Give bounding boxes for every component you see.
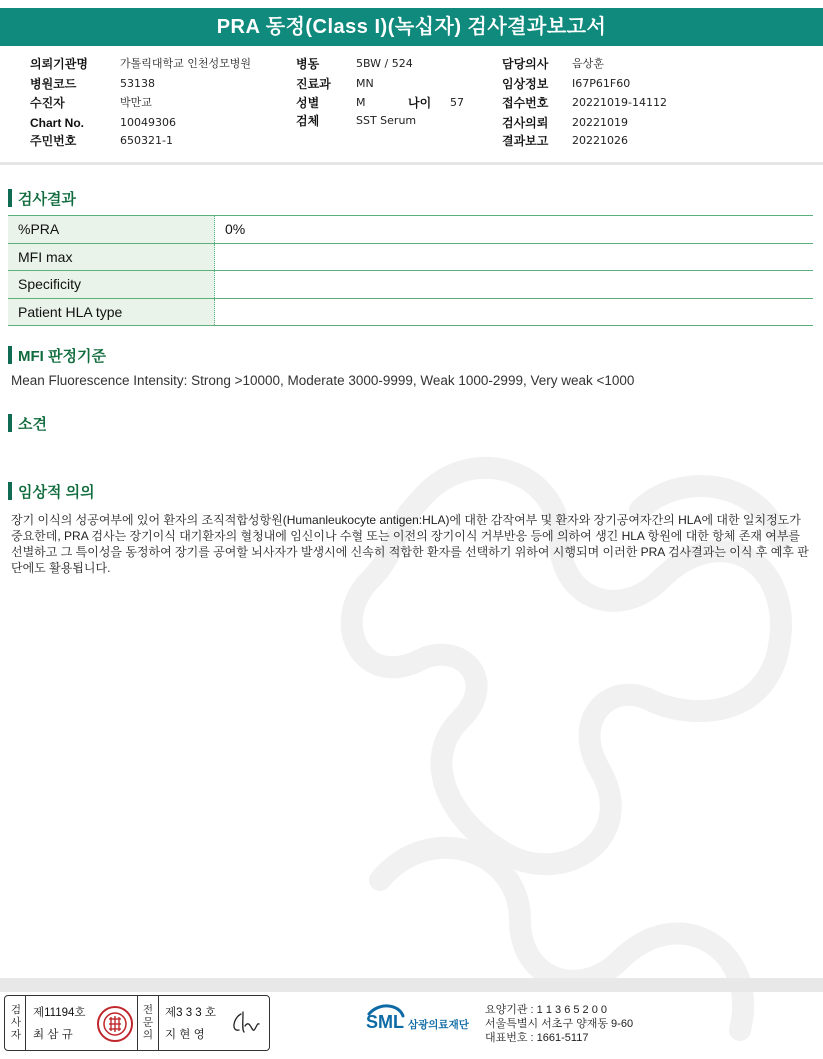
result-value — [215, 271, 814, 299]
receipt-number-label: 접수번호 — [502, 96, 549, 110]
patient-info-panel — [30, 55, 800, 155]
signature-box — [4, 995, 270, 1051]
results-table — [8, 215, 813, 326]
result-label: MFI max — [8, 243, 215, 271]
mfi-criteria-text: Mean Fluorescence Intensity: Strong >10000, Moderate 3000-9999, Weak 1000-2999, Very weak <1000 — [11, 373, 635, 388]
age-value: 57 — [450, 96, 464, 109]
results-section-title: 검사결과 — [18, 190, 76, 208]
clinical-info-value: I67P61F60 — [572, 77, 631, 90]
findings-section-title: 소견 — [18, 415, 47, 433]
examiner-number: 제11194호 — [33, 1007, 86, 1019]
examiner-name: 최 삼 규 — [33, 1029, 73, 1041]
chart-no-value: 10049306 — [120, 116, 176, 129]
doctor-label: 담당의사 — [502, 57, 549, 71]
result-label: %PRA — [8, 216, 215, 244]
header-divider — [0, 162, 823, 165]
report-title: PRA 동정(Class I)(녹십자) 검사결과보고서 — [0, 8, 823, 46]
sml-logo-text: SML — [366, 1012, 404, 1032]
department-label: 진료과 — [296, 77, 331, 91]
result-label: Specificity — [8, 271, 215, 299]
age-label: 나이 — [408, 96, 432, 110]
request-date-label: 검사의뢰 — [502, 116, 549, 130]
mfi-section-title: MFI 판정기준 — [18, 347, 106, 365]
footer-band — [0, 978, 823, 992]
specimen-value: SST Serum — [356, 114, 417, 127]
reviewer-number: 제3 3 3 호 — [165, 1007, 216, 1019]
examiner-label — [5, 996, 26, 1050]
receipt-number-value: 20221019-14112 — [572, 96, 667, 109]
reviewer-label-text: 전문의 — [141, 1004, 154, 1042]
result-value — [215, 298, 814, 326]
section-marker — [8, 414, 12, 432]
seal-stamp — [97, 1006, 133, 1042]
org-code: 요양기관 : 1 1 3 6 5 2 0 0 — [485, 1004, 608, 1016]
resident-number-value: 650321-1 — [120, 134, 173, 147]
clinical-section-title: 임상적 의의 — [18, 483, 95, 501]
institution-value: 가톨릭대학교 인천성모병원 — [120, 57, 252, 70]
sex-label: 성별 — [296, 96, 320, 110]
ward-label: 병동 — [296, 57, 320, 71]
section-marker — [8, 482, 12, 500]
ward-value: 5BW / 524 — [356, 57, 413, 70]
report-date-value: 20221026 — [572, 134, 628, 147]
result-value — [215, 243, 814, 271]
reviewer-name: 지 현 영 — [165, 1029, 205, 1041]
org-phone: 대표번호 : 1661-5117 — [485, 1032, 589, 1044]
specimen-label: 검체 — [296, 114, 320, 128]
patient-name-value: 박만교 — [120, 96, 152, 109]
mfi-section-heading — [8, 345, 106, 365]
report-date-label: 결과보고 — [502, 134, 549, 148]
table-row — [8, 216, 813, 244]
result-value: 0% — [215, 216, 814, 244]
table-row — [8, 243, 813, 271]
reviewer-label — [137, 996, 159, 1050]
section-marker — [8, 346, 12, 364]
signature-icon — [227, 1008, 263, 1038]
clinical-section-heading — [8, 481, 95, 501]
doctor-value: 음상훈 — [572, 57, 604, 70]
examiner-label-text: 검사자 — [9, 1004, 22, 1042]
section-marker — [8, 189, 12, 207]
table-row — [8, 271, 813, 299]
institution-label: 의뢰기관명 — [30, 57, 88, 71]
results-section-heading — [8, 188, 76, 208]
org-info — [485, 1003, 633, 1045]
patient-name-label: 수진자 — [30, 96, 65, 110]
clinical-significance-text: 장기 이식의 성공여부에 있어 환자의 조직적합성항원(Humanleukocyte antigen:HLA)에 대한 감작여부 및 환자와 장기공여자간의 HLA에 대한 일치정도가 중요한데, PRA 검사는 장기이식 대기환자의 혈청내에 임신이나 수혈 또는 이전의 장기이식 거부반응 등에 의하여 생긴 HLA 항원에 대한 항체 존재 여부를 선별하고 그 특이성을 동정하여 장기를 공여할 뇌사자가 발생시에 신속히 적합한 환자를 선택하기 위하여 시행되며 이러한 PRA 검사결과는 이식 후 예후 판단에도 활용됩니다. — [11, 513, 809, 575]
resident-number-label: 주민번호 — [30, 134, 77, 148]
org-name: 삼광의료재단 — [408, 1019, 469, 1031]
findings-section-heading — [8, 413, 47, 433]
department-value: MN — [356, 77, 374, 90]
result-label: Patient HLA type — [8, 298, 215, 326]
chart-no-label: Chart No. — [30, 116, 84, 130]
sex-value: M — [356, 96, 366, 109]
seal-icon — [99, 1008, 131, 1040]
request-date-value: 20221019 — [572, 116, 628, 129]
org-address: 서울특별시 서초구 양재동 9-60 — [485, 1018, 634, 1030]
hospital-code-value: 53138 — [120, 77, 155, 90]
table-row — [8, 298, 813, 326]
hospital-code-label: 병원코드 — [30, 77, 77, 91]
clinical-info-label: 임상정보 — [502, 77, 549, 91]
